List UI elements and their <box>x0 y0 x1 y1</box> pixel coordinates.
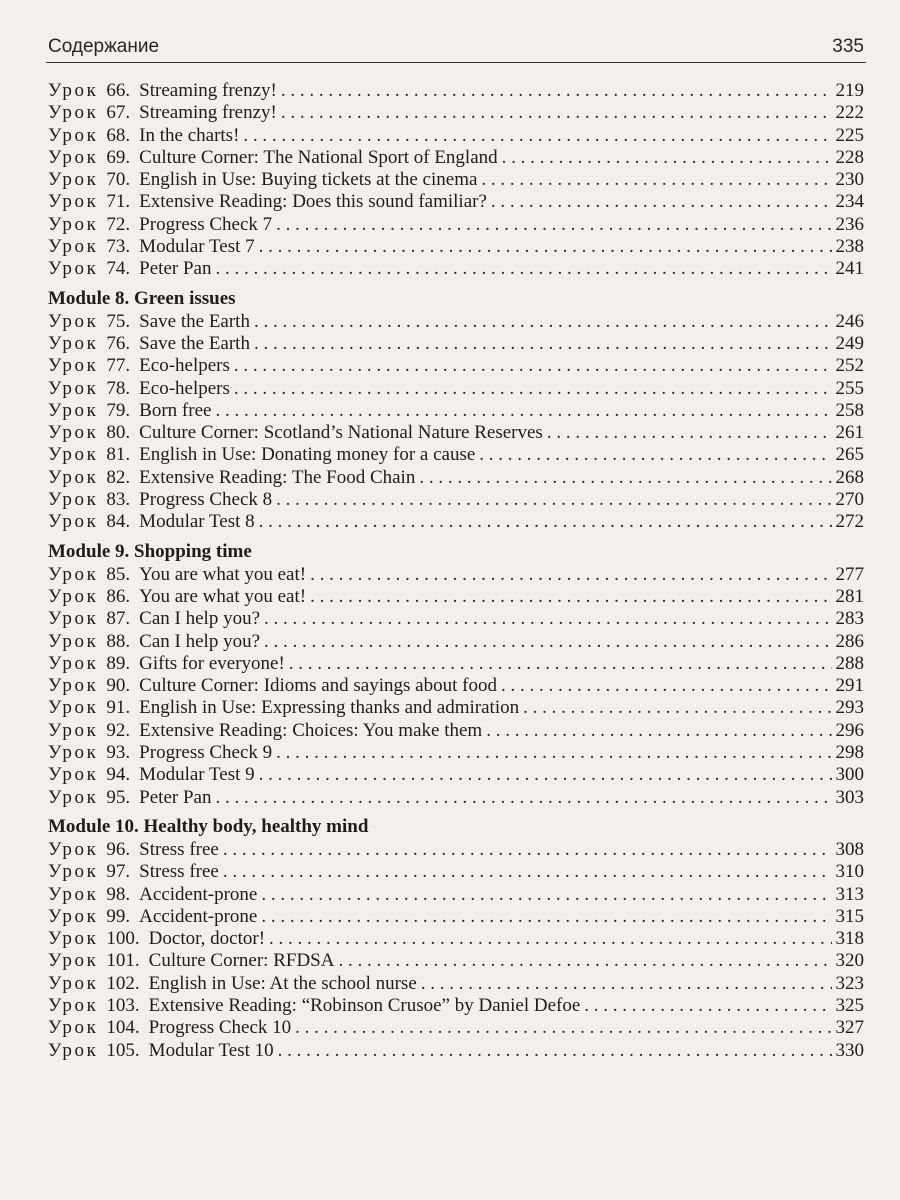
lesson-label: Урок <box>48 742 99 764</box>
lesson-title: English in Use: Expressing thanks and admiration <box>139 697 520 719</box>
lesson-title: Can I help you? <box>139 630 260 652</box>
dot-leader <box>289 653 832 675</box>
lesson-number: 94. <box>106 764 131 786</box>
lesson-label: Урок <box>48 697 99 719</box>
section-title: Содержание <box>48 36 160 57</box>
lesson-label: Урок <box>48 466 99 488</box>
lesson-page: 300 <box>835 764 864 786</box>
dot-leader <box>254 333 832 355</box>
lesson-number: 68. <box>106 124 131 146</box>
lesson-title: In the charts! <box>139 124 240 146</box>
dot-leader <box>223 839 832 861</box>
lesson-number: 86. <box>106 585 131 607</box>
dot-leader <box>278 1040 832 1062</box>
toc-entry <box>48 125 864 147</box>
toc-entry <box>48 214 864 236</box>
lesson-label: Урок <box>48 332 99 354</box>
lesson-title: Culture Corner: Idioms and sayings about food <box>139 675 497 697</box>
lesson-number: 70. <box>106 169 131 191</box>
lesson-number: 95. <box>106 786 131 808</box>
toc-entry <box>48 950 864 972</box>
lesson-number: 81. <box>106 444 131 466</box>
lesson-label: Урок <box>48 1039 99 1061</box>
lesson-page: 313 <box>835 883 864 905</box>
lesson-number: 74. <box>106 258 131 280</box>
lesson-page: 241 <box>835 258 864 280</box>
dot-leader <box>276 489 831 511</box>
lesson-label: Урок <box>48 146 99 168</box>
dot-leader <box>276 742 831 764</box>
lesson-title: Progress Check 8 <box>139 489 273 511</box>
lesson-page: 261 <box>835 422 864 444</box>
dot-leader <box>223 861 832 883</box>
lesson-number: 76. <box>106 332 131 354</box>
toc-entry <box>48 564 864 586</box>
table-of-contents <box>48 80 864 1062</box>
dot-leader <box>547 422 832 444</box>
lesson-label: Урок <box>48 191 99 213</box>
lesson-page: 310 <box>835 861 864 883</box>
lesson-page: 327 <box>835 1017 864 1039</box>
lesson-number: 71. <box>106 191 131 213</box>
lesson-page: 325 <box>835 994 864 1016</box>
lesson-number: 84. <box>106 511 131 533</box>
toc-entry <box>48 400 864 422</box>
dot-leader <box>310 586 831 608</box>
toc-entry <box>48 995 864 1017</box>
lesson-title: Streaming frenzy! <box>139 80 277 101</box>
lesson-title: Extensive Reading: “Robinson Crusoe” by Daniel Defoe <box>148 994 581 1016</box>
dot-leader <box>338 950 831 972</box>
dot-leader <box>295 1017 831 1039</box>
toc-entry <box>48 861 864 883</box>
lesson-number: 87. <box>106 608 131 630</box>
lesson-label: Урок <box>48 444 99 466</box>
lesson-page: 222 <box>835 102 864 124</box>
dot-leader <box>234 355 832 377</box>
dot-leader <box>254 311 832 333</box>
lesson-page: 281 <box>835 585 864 607</box>
lesson-title: You are what you eat! <box>139 563 307 585</box>
lesson-title: Peter Pan <box>139 786 212 808</box>
dot-leader <box>215 258 831 280</box>
lesson-number: 92. <box>106 719 131 741</box>
toc-entry <box>48 467 864 489</box>
dot-leader <box>523 697 831 719</box>
lesson-label: Урок <box>48 928 99 950</box>
lesson-label: Урок <box>48 489 99 511</box>
module-block <box>48 809 864 1062</box>
lesson-page: 308 <box>835 838 864 860</box>
dot-leader <box>491 191 832 213</box>
lesson-page: 252 <box>835 355 864 377</box>
dot-leader <box>269 928 831 950</box>
lesson-title: Streaming frenzy! <box>139 102 277 124</box>
lesson-label: Урок <box>48 950 99 972</box>
toc-entry <box>48 102 864 124</box>
lesson-label: Урок <box>48 608 99 630</box>
dot-leader <box>261 906 831 928</box>
lesson-title: Culture Corner: Scotland’s National Nature Reserves <box>139 422 543 444</box>
toc-entry <box>48 80 864 102</box>
lesson-number: 73. <box>106 236 131 258</box>
lesson-title: English in Use: Buying tickets at the cinema <box>139 169 478 191</box>
dot-leader <box>215 400 831 422</box>
toc-entry <box>48 906 864 928</box>
lesson-page: 293 <box>835 697 864 719</box>
lesson-label: Урок <box>48 630 99 652</box>
lesson-number: 83. <box>106 489 131 511</box>
lesson-page: 272 <box>835 511 864 533</box>
lesson-label: Урок <box>48 102 99 124</box>
lesson-label: Урок <box>48 861 99 883</box>
page-number: 335 <box>832 36 864 57</box>
lesson-label: Урок <box>48 585 99 607</box>
lesson-label: Урок <box>48 883 99 905</box>
dot-leader <box>501 675 832 697</box>
lesson-number: 98. <box>106 883 131 905</box>
dot-leader <box>234 378 832 400</box>
lesson-label: Урок <box>48 1017 99 1039</box>
lesson-number: 67. <box>106 102 131 124</box>
lesson-number: 66. <box>106 80 131 101</box>
dot-leader <box>264 608 832 630</box>
toc-entry <box>48 787 864 809</box>
lesson-title: Accident-prone <box>139 905 258 927</box>
module-heading: Module 9. Shopping time <box>48 540 252 562</box>
header-divider <box>46 62 866 63</box>
lesson-number: 80. <box>106 422 131 444</box>
lesson-title: Modular Test 10 <box>148 1039 274 1061</box>
lesson-number: 82. <box>106 466 131 488</box>
lesson-number: 85. <box>106 563 131 585</box>
lesson-title: Progress Check 10 <box>148 1017 292 1039</box>
toc-entry <box>48 720 864 742</box>
lesson-page: 265 <box>835 444 864 466</box>
toc-entry <box>48 147 864 169</box>
lesson-page: 320 <box>835 950 864 972</box>
dot-leader <box>419 467 831 489</box>
lesson-label: Урок <box>48 905 99 927</box>
lesson-title: Accident-prone <box>139 883 258 905</box>
lesson-number: 102. <box>106 972 140 994</box>
dot-leader <box>264 631 832 653</box>
lesson-page: 238 <box>835 236 864 258</box>
lesson-title: You are what you eat! <box>139 585 307 607</box>
toc-entry <box>48 884 864 906</box>
lesson-page: 234 <box>835 191 864 213</box>
lesson-label: Урок <box>48 764 99 786</box>
lesson-number: 93. <box>106 742 131 764</box>
lesson-page: 303 <box>835 786 864 808</box>
lesson-page: 258 <box>835 399 864 421</box>
lesson-title: Save the Earth <box>139 310 250 332</box>
toc-entry <box>48 489 864 511</box>
toc-entry <box>48 973 864 995</box>
lesson-label: Урок <box>48 169 99 191</box>
lesson-label: Урок <box>48 675 99 697</box>
toc-entry <box>48 839 864 861</box>
lesson-label: Урок <box>48 80 99 101</box>
lesson-title: Culture Corner: RFDSA <box>148 950 335 972</box>
lesson-page: 283 <box>835 608 864 630</box>
lesson-title: Progress Check 9 <box>139 742 273 764</box>
lesson-number: 79. <box>106 399 131 421</box>
toc-entry <box>48 311 864 333</box>
lesson-page: 286 <box>835 630 864 652</box>
lesson-page: 219 <box>835 80 864 101</box>
toc-entry <box>48 608 864 630</box>
lesson-label: Урок <box>48 652 99 674</box>
module-block <box>48 80 864 281</box>
lesson-page: 288 <box>835 652 864 674</box>
dot-leader <box>259 236 832 258</box>
dot-leader <box>259 764 832 786</box>
lesson-number: 78. <box>106 377 131 399</box>
lesson-title: English in Use: At the school nurse <box>148 972 417 994</box>
toc-entry <box>48 355 864 377</box>
lesson-label: Урок <box>48 563 99 585</box>
lesson-label: Урок <box>48 355 99 377</box>
dot-leader <box>310 564 831 586</box>
lesson-number: 105. <box>106 1039 140 1061</box>
lesson-number: 103. <box>106 994 140 1016</box>
toc-entry <box>48 764 864 786</box>
toc-entry <box>48 928 864 950</box>
lesson-label: Урок <box>48 213 99 235</box>
toc-entry <box>48 675 864 697</box>
lesson-number: 89. <box>106 652 131 674</box>
toc-entry <box>48 258 864 280</box>
lesson-title: Extensive Reading: Choices: You make them <box>139 719 483 741</box>
lesson-page: 330 <box>835 1039 864 1061</box>
lesson-number: 75. <box>106 310 131 332</box>
lesson-title: Modular Test 9 <box>139 764 255 786</box>
lesson-page: 296 <box>835 719 864 741</box>
lesson-page: 228 <box>835 146 864 168</box>
lesson-number: 101. <box>106 950 140 972</box>
page-header <box>48 36 864 62</box>
lesson-number: 88. <box>106 630 131 652</box>
module-heading: Module 8. Green issues <box>48 287 236 309</box>
lesson-page: 246 <box>835 310 864 332</box>
lesson-number: 104. <box>106 1017 140 1039</box>
lesson-label: Урок <box>48 422 99 444</box>
lesson-title: Culture Corner: The National Sport of England <box>139 146 498 168</box>
toc-entry <box>48 191 864 213</box>
lesson-number: 72. <box>106 213 131 235</box>
lesson-number: 96. <box>106 838 131 860</box>
toc-entry <box>48 697 864 719</box>
lesson-number: 91. <box>106 697 131 719</box>
lesson-title: Stress free <box>139 861 219 883</box>
lesson-page: 323 <box>835 972 864 994</box>
lesson-title: Eco-helpers <box>139 355 230 377</box>
lesson-number: 77. <box>106 355 131 377</box>
toc-entry <box>48 333 864 355</box>
module-block <box>48 534 864 809</box>
lesson-label: Урок <box>48 972 99 994</box>
dot-leader <box>502 147 832 169</box>
lesson-title: Eco-helpers <box>139 377 230 399</box>
lesson-label: Урок <box>48 994 99 1016</box>
lesson-label: Урок <box>48 399 99 421</box>
lesson-number: 99. <box>106 905 131 927</box>
dot-leader <box>243 125 831 147</box>
lesson-label: Урок <box>48 786 99 808</box>
dot-leader <box>215 787 831 809</box>
lesson-title: Stress free <box>139 838 219 860</box>
lesson-page: 225 <box>835 124 864 146</box>
toc-entry <box>48 653 864 675</box>
lesson-title: Progress Check 7 <box>139 213 273 235</box>
lesson-label: Урок <box>48 310 99 332</box>
dot-leader <box>421 973 832 995</box>
toc-entry <box>48 169 864 191</box>
lesson-page: 298 <box>835 742 864 764</box>
dot-leader <box>261 884 831 906</box>
lesson-title: Extensive Reading: Does this sound familiar? <box>139 191 487 213</box>
lesson-label: Урок <box>48 511 99 533</box>
lesson-label: Урок <box>48 236 99 258</box>
lesson-label: Урок <box>48 838 99 860</box>
lesson-number: 69. <box>106 146 131 168</box>
module-block <box>48 281 864 534</box>
dot-leader <box>481 169 831 191</box>
lesson-page: 277 <box>835 563 864 585</box>
lesson-label: Урок <box>48 124 99 146</box>
lesson-title: Doctor, doctor! <box>148 928 266 950</box>
toc-entry <box>48 378 864 400</box>
toc-entry <box>48 631 864 653</box>
lesson-label: Урок <box>48 258 99 280</box>
lesson-page: 291 <box>835 675 864 697</box>
lesson-title: Born free <box>139 399 212 421</box>
lesson-page: 318 <box>835 928 864 950</box>
module-heading: Module 10. Healthy body, healthy mind <box>48 815 369 837</box>
dot-leader <box>281 80 832 102</box>
lesson-page: 315 <box>835 905 864 927</box>
lesson-page: 249 <box>835 332 864 354</box>
toc-entry <box>48 586 864 608</box>
lesson-title: English in Use: Donating money for a cause <box>139 444 476 466</box>
dot-leader <box>486 720 831 742</box>
lesson-title: Extensive Reading: The Food Chain <box>139 466 416 488</box>
lesson-title: Modular Test 8 <box>139 511 255 533</box>
dot-leader <box>276 214 831 236</box>
toc-entry <box>48 1040 864 1062</box>
dot-leader <box>584 995 831 1017</box>
lesson-page: 268 <box>835 466 864 488</box>
toc-entry <box>48 511 864 533</box>
toc-entry <box>48 1017 864 1039</box>
lesson-page: 255 <box>835 377 864 399</box>
toc-entry <box>48 422 864 444</box>
lesson-title: Gifts for everyone! <box>139 652 285 674</box>
lesson-title: Save the Earth <box>139 332 250 354</box>
dot-leader <box>479 444 831 466</box>
lesson-number: 100. <box>106 928 140 950</box>
toc-entry <box>48 742 864 764</box>
lesson-page: 230 <box>835 169 864 191</box>
toc-entry <box>48 236 864 258</box>
lesson-number: 90. <box>106 675 131 697</box>
lesson-label: Урок <box>48 719 99 741</box>
lesson-label: Урок <box>48 377 99 399</box>
toc-entry <box>48 444 864 466</box>
lesson-title: Modular Test 7 <box>139 236 255 258</box>
lesson-page: 270 <box>835 489 864 511</box>
dot-leader <box>281 102 832 124</box>
lesson-title: Peter Pan <box>139 258 212 280</box>
lesson-number: 97. <box>106 861 131 883</box>
lesson-title: Can I help you? <box>139 608 260 630</box>
dot-leader <box>259 511 832 533</box>
lesson-page: 236 <box>835 213 864 235</box>
